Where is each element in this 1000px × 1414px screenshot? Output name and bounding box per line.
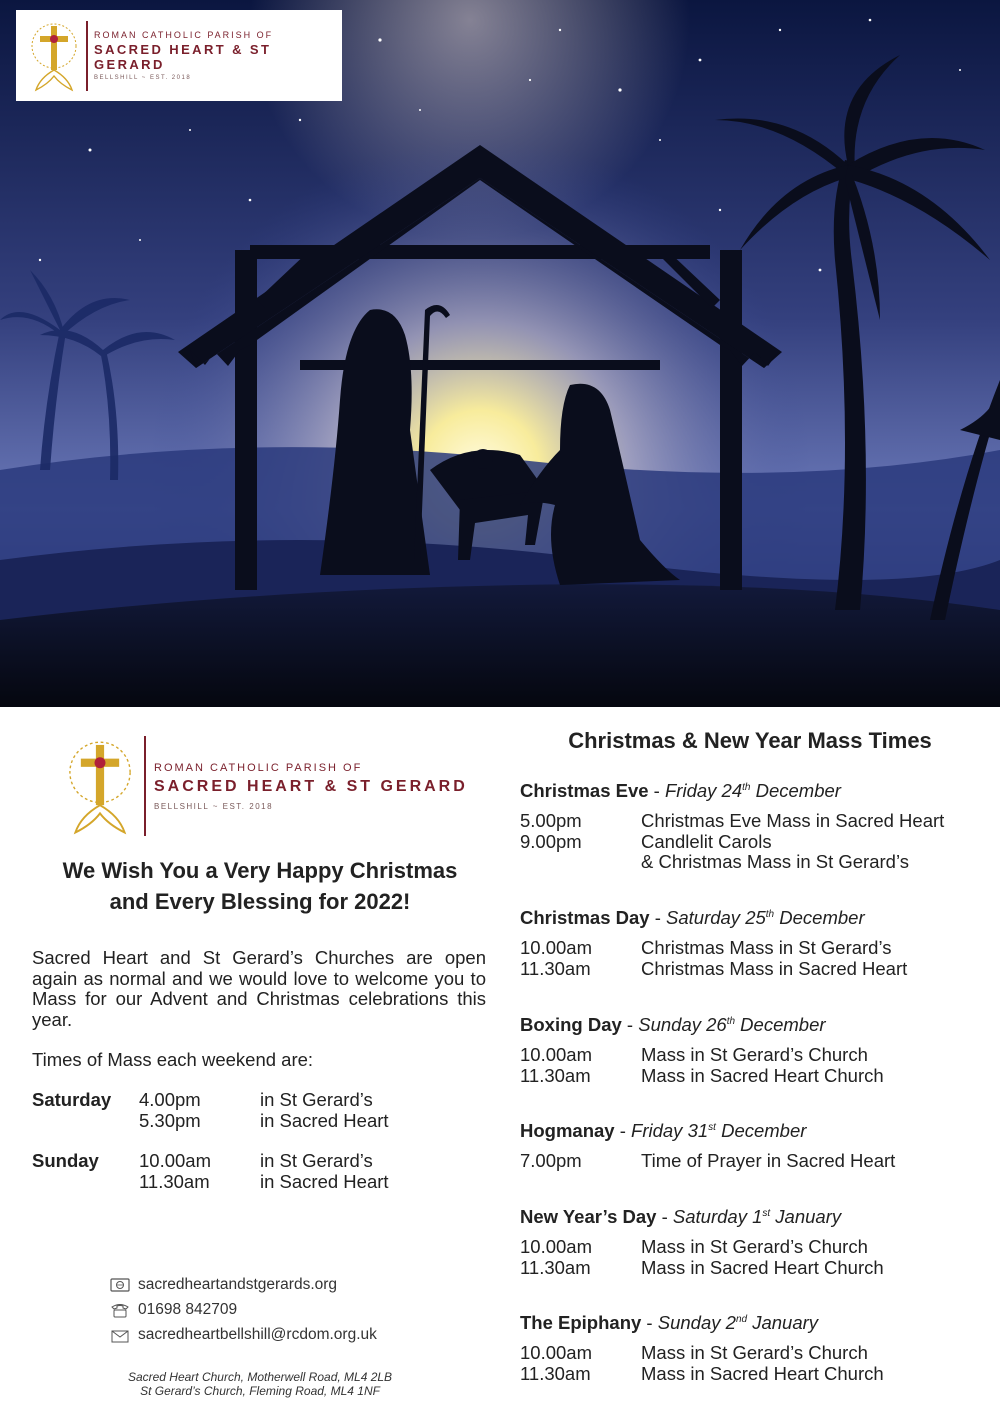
- phone-icon: [110, 1302, 130, 1318]
- mass-description: Candlelit Carols: [641, 830, 772, 852]
- logo-line-3: BELLSHILL ~ EST. 2018: [94, 75, 192, 81]
- feast-separator: -: [649, 907, 667, 928]
- mass-time: 11.30am: [520, 1256, 591, 1278]
- feast-times: [520, 811, 582, 852]
- feast-date: [666, 907, 865, 928]
- logo-divider: [86, 21, 88, 91]
- feast-date: [631, 1120, 806, 1141]
- feast-title: [520, 1014, 990, 1036]
- feast-name: New Year’s Day: [520, 1206, 657, 1227]
- website-link[interactable]: sacredheartandstgerards.org: [138, 1276, 338, 1293]
- email-icon: [110, 1327, 130, 1343]
- feast-times: [520, 1045, 592, 1086]
- logo-line-1: ROMAN CATHOLIC PARISH OF: [154, 761, 363, 774]
- contact-website[interactable]: [110, 1276, 337, 1294]
- feast-date-suffix: th: [765, 908, 775, 920]
- feast-name: Boxing Day: [520, 1014, 622, 1035]
- logo-line-2: SACRED HEART & ST GERARD: [94, 42, 272, 72]
- mass-description: Christmas Mass in Sacred Heart: [641, 957, 908, 979]
- feast-times: [520, 1151, 582, 1172]
- feast-date: [658, 1312, 818, 1333]
- feast-separator: -: [648, 780, 665, 801]
- parish-logo: [60, 730, 480, 842]
- mass-description: Time of Prayer in Sacred Heart: [641, 1150, 896, 1171]
- feast-boxing-day: [520, 1014, 990, 1086]
- greeting-line-2: and Every Blessing for 2022!: [109, 889, 411, 914]
- mass-time: 11.30am: [520, 1362, 591, 1384]
- mass-time: 9.00pm: [520, 830, 582, 852]
- feast-date-suffix: th: [726, 1015, 736, 1027]
- feast-title: [520, 907, 990, 929]
- feast-date: [665, 780, 841, 801]
- mass-time: 5.30pm: [139, 1109, 201, 1131]
- globe-icon: [110, 1277, 130, 1293]
- mass-description: Mass in St Gerard’s Church: [641, 1342, 868, 1363]
- feast-date-suffix: st: [762, 1207, 771, 1219]
- feast-times: [520, 1237, 592, 1278]
- mass-description: Mass in Sacred Heart Church: [641, 1064, 884, 1086]
- mass-time: 11.30am: [520, 957, 591, 979]
- mass-time: 11.30am: [139, 1170, 210, 1192]
- feast-date-month: December: [774, 907, 865, 928]
- feast-christmas-day: [520, 907, 990, 979]
- mass-description: Christmas Mass in St Gerard’s: [641, 937, 892, 958]
- feast-date-suffix: nd: [735, 1313, 748, 1325]
- feast-date: [638, 1014, 825, 1035]
- feast-new-years-day: [520, 1206, 990, 1278]
- mass-time: 7.00pm: [520, 1150, 582, 1171]
- mass-description: Mass in St Gerard’s Church: [641, 1044, 868, 1065]
- feast-descriptions: [641, 1343, 884, 1384]
- sacred-heart-cross-icon: [60, 734, 140, 838]
- feast-name: Christmas Eve: [520, 780, 649, 801]
- feast-date-month: December: [750, 780, 841, 801]
- mass-place: in Sacred Heart: [260, 1170, 389, 1192]
- logo-divider: [144, 736, 146, 836]
- feast-descriptions: [641, 1045, 884, 1086]
- feast-date-suffix: th: [742, 781, 751, 793]
- mass-time: 10.00am: [520, 937, 592, 958]
- logo-wordmark: [94, 30, 342, 81]
- logo-line-3: BELLSHILL ~ EST. 2018: [154, 801, 274, 811]
- feast-separator: -: [614, 1120, 632, 1141]
- feast-date-month: January: [770, 1206, 842, 1227]
- mass-description: Christmas Eve Mass in Sacred Heart: [641, 810, 945, 831]
- weekend-day: Sunday: [32, 1150, 99, 1171]
- feast-title: [520, 1312, 990, 1334]
- feast-date-day: Friday 24: [665, 780, 743, 801]
- feast-title: [520, 1206, 990, 1228]
- feast-separator: -: [656, 1206, 673, 1227]
- mass-place: in Sacred Heart: [260, 1109, 389, 1131]
- greeting-line-1: We Wish You a Very Happy Christmas: [62, 858, 458, 883]
- feast-title: [520, 780, 990, 802]
- feast-times: [520, 938, 592, 979]
- parish-logo-header: [16, 10, 342, 101]
- mass-time: 10.00am: [139, 1150, 211, 1171]
- mass-time: 11.30am: [520, 1064, 591, 1086]
- feast-descriptions: [641, 1151, 895, 1172]
- logo-wordmark: [154, 762, 468, 811]
- mass-time: 10.00am: [520, 1044, 592, 1065]
- mass-description: Mass in Sacred Heart Church: [641, 1256, 884, 1278]
- weekend-times: [139, 1090, 201, 1131]
- feast-name: Christmas Day: [520, 907, 650, 928]
- mass-time: 10.00am: [520, 1342, 592, 1363]
- feast-title: [520, 1120, 990, 1142]
- mass-description: Mass in Sacred Heart Church: [641, 1362, 884, 1384]
- feast-epiphany: [520, 1312, 990, 1384]
- church-addresses: [60, 1370, 460, 1398]
- feast-date-month: December: [735, 1014, 826, 1035]
- feast-separator: -: [621, 1014, 639, 1035]
- phone-number[interactable]: 01698 842709: [138, 1301, 238, 1318]
- email-link[interactable]: sacredheartbellshill@rcdom.org.uk: [138, 1326, 377, 1343]
- intro-paragraph: Sacred Heart and St Gerard’s Churches are open again as normal and we would love to welcome you to Mass for our Advent and Christmas celebrations this year.: [32, 947, 486, 1030]
- feast-date-day: Friday 31: [631, 1120, 709, 1141]
- address-st-gerards: St Gerard’s Church, Fleming Road, ML4 1NF: [140, 1384, 380, 1398]
- mass-times-heading: Christmas & New Year Mass Times: [568, 728, 932, 753]
- feast-date: [673, 1206, 841, 1227]
- feast-separator: -: [641, 1312, 658, 1333]
- feast-descriptions: [641, 1237, 884, 1278]
- logo-line-1: ROMAN CATHOLIC PARISH OF: [94, 30, 274, 40]
- christmas-greeting: [30, 855, 490, 917]
- feast-date-day: Saturday 25: [666, 907, 766, 928]
- mass-place: in St Gerard’s: [260, 1150, 373, 1171]
- feast-date-month: January: [747, 1312, 819, 1333]
- mass-time: 4.00pm: [139, 1089, 201, 1110]
- weekend-day: Saturday: [32, 1089, 112, 1110]
- contact-phone[interactable]: [110, 1301, 237, 1319]
- mass-time: 10.00am: [520, 1236, 592, 1257]
- mass-description: Mass in St Gerard’s Church: [641, 1236, 868, 1257]
- feast-name: Hogmanay: [520, 1120, 615, 1141]
- feast-date-month: December: [715, 1120, 807, 1141]
- weekend-places: [260, 1090, 389, 1131]
- logo-line-2: SACRED HEART & ST GERARD: [154, 777, 468, 795]
- address-sacred-heart: Sacred Heart Church, Motherwell Road, ML4 2LB: [127, 1370, 393, 1384]
- feast-christmas-eve: [520, 780, 990, 872]
- feast-name: The Epiphany: [520, 1312, 642, 1333]
- feast-descriptions: [641, 811, 944, 873]
- feast-date-day: Sunday 2: [657, 1312, 736, 1333]
- sacred-heart-cross-icon: [26, 18, 82, 94]
- contact-email[interactable]: [110, 1326, 377, 1344]
- mass-place: in St Gerard’s: [260, 1089, 373, 1110]
- feast-date-day: Sunday 26: [638, 1014, 727, 1035]
- feast-hogmanay: [520, 1120, 990, 1171]
- feast-times: [520, 1343, 592, 1384]
- feast-descriptions: [641, 938, 907, 979]
- feast-date-day: Saturday 1: [672, 1206, 763, 1227]
- feast-date-suffix: st: [708, 1121, 716, 1133]
- weekend-places: [260, 1151, 389, 1192]
- mass-description: & Christmas Mass in St Gerard’s: [641, 851, 909, 872]
- weekend-times-title: Times of Mass each weekend are:: [32, 1049, 314, 1070]
- mass-time: 5.00pm: [520, 810, 582, 831]
- weekend-times: [139, 1151, 211, 1192]
